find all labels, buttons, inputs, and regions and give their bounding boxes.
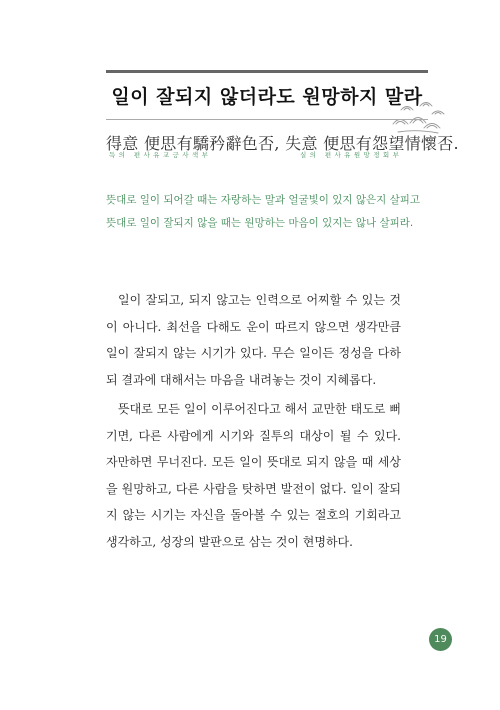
- page-title: 일이 잘되지 않더라도 원망하지 말라: [111, 86, 423, 108]
- body-text: [106, 287, 401, 558]
- proverb-reading-second: 실의 편사유원망정회부: [300, 151, 403, 159]
- page-number-badge: 19: [429, 628, 452, 651]
- proverb-reading-first: 득의 편사유교긍사색부: [109, 151, 212, 159]
- top-rule: [106, 70, 428, 73]
- translation-line-2: 뜻대로 일이 잘되지 않을 때는 원망하는 마음이 있지는 않나 살피라.: [106, 217, 414, 229]
- body-paragraph-1: 일이 잘되고, 되지 않고는 인력으로 어찌할 수 있는 것이 아니다. 최선을 다해도 운이 따르지 않으면 생각만큼 일이 잘되지 않는 시기가 있다. 무슨 일이든 정성을 다하되 결과에 대해서는 마음을 내려놓는 것이 지혜롭다.: [106, 293, 401, 387]
- translation-line-1: 뜻대로 일이 되어갈 때는 자랑하는 말과 얼굴빛이 있지 않은지 살피고: [106, 194, 421, 206]
- title-underline: [106, 119, 428, 120]
- body-paragraph-2: 뜻대로 모든 일이 이루어진다고 해서 교만한 태도로 뻐기면, 다른 사람에게 시기와 질투의 대상이 될 수 있다. 자만하면 무너진다. 모든 일이 뜻대로 되지 않을 때 세상을 원망하고, 다른 사람을 탓하면 발전이 없다. 일이 잘되지 않는 시기는 자신을 돌아볼 수 있는 절호의 기회라고 생각하고, 성장의 발판으로 삼는 것이 현명하다.: [106, 402, 401, 549]
- proverb-hanja: 得意 便思有驕矜辭色否, 失意 便思有怨望情懷否.: [106, 134, 459, 153]
